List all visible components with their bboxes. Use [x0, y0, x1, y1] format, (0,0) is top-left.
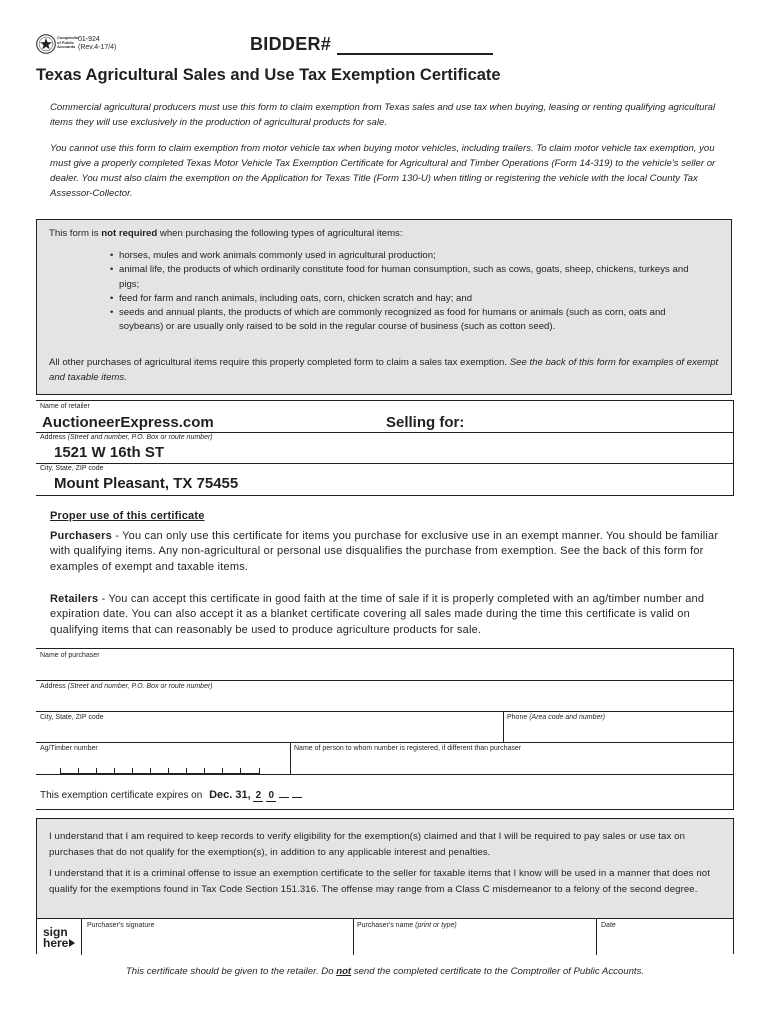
phone-label-text: Phone: [507, 714, 530, 721]
purchasers-label: Purchasers: [50, 530, 112, 542]
retailer-address-label: [40, 434, 213, 441]
expires-year-digit[interactable]: 0: [266, 790, 276, 802]
retailers-text: - You can accept this certificate in good faith at the time of sale if it is properly completed with an ag/timber number and expiration date. You can also accept it as a blanket certificate covering all sales made during the time this certificate is valid on qualifying items that can reasonably be used to produce agriculture products for sale.: [50, 593, 705, 636]
form-number: 01-924: [78, 36, 100, 43]
selling-for-label: Selling for:: [386, 414, 465, 431]
bidder-field: [250, 34, 493, 55]
ag-timber-label: Ag/Timber number: [40, 745, 98, 752]
lead-text-end: when purchasing the following types of agricultural items:: [157, 228, 403, 239]
list-item: • animal life, the products of which ordinarily constitute food for human consumption, such as cows, goats, sheep, chickens, turkeys and pigs;: [107, 263, 697, 292]
tail-italic-text: See the back of this form for examples of exempt and taxable items.: [49, 357, 719, 383]
intro-paragraph-1: Commercial agricultural producers must use this form to claim exemption from Texas sales and use tax when buying, leasing or renting qualifying agricultural items they will use exclusively in the production of agricultural products for sale.: [50, 102, 716, 128]
tail-text: All other purchases of agricultural items require this properly completed form to claim a sales tax exemption.: [49, 357, 510, 368]
expires-year-digit[interactable]: [292, 797, 302, 798]
purchaser-block: [36, 648, 734, 810]
retailer-name-value[interactable]: AuctioneerExpress.com: [42, 414, 214, 431]
bidder-input-line[interactable]: [337, 39, 493, 55]
signature-row: [37, 918, 733, 955]
lead-text: This form is: [49, 228, 102, 239]
declaration-paragraph-2: I understand that it is a criminal offense to issue an exemption certificate to the seller for taxable items that I know will be used in a manner that does not qualify for the exemptions found in Tax Code Section 151.316. The offense may range from a Class C misdemeanor to a felony of the second degree.: [49, 868, 710, 895]
purchaser-phone-label: [507, 714, 605, 721]
bidder-label: BIDDER#: [250, 34, 332, 54]
phone-label-hint: (Area code and number): [529, 714, 606, 721]
footer-emphasis: not: [336, 966, 352, 977]
footer-text-end: send the completed certificate to the Comptroller of Public Accounts.: [351, 966, 645, 977]
lead-bold-text: not required: [101, 228, 158, 239]
here-word: here: [43, 936, 69, 950]
list-item: • seeds and annual plants, the products of which are commonly recognized as food for humans or animals (such as corn, oats and soybeans) or are usually only raised to be sold in the regular course of business (such as cotton seed).: [107, 306, 697, 335]
exempt-items-list: [107, 249, 697, 335]
declaration-box: [36, 818, 734, 954]
purchaser-print-name-label: [357, 922, 457, 929]
purchaser-address-label: [40, 683, 213, 690]
retailers-label: Retailers: [50, 593, 99, 605]
ag-timber-number-input[interactable]: [60, 767, 260, 774]
not-required-tail: [49, 355, 729, 385]
pname-label-text: Purchaser's name: [357, 922, 416, 929]
declaration-paragraph-1: I understand that I am required to keep records to verify eligibility for the exemption(s) claimed and that I will be required to pay sales or use tax on purchases that do not qualify for the exemption(s), in addition to any applicable interest and penalties.: [49, 831, 686, 858]
sign-arrow-icon: [69, 939, 75, 947]
retailer-city-label: City, State, ZIP code: [40, 465, 104, 472]
retailer-city-value[interactable]: Mount Pleasant, TX 75455: [54, 475, 239, 492]
texas-seal-icon: [36, 34, 56, 54]
retailer-name-label: Name of retailer: [40, 403, 90, 410]
form-revision: (Rev.4-17/4): [78, 44, 117, 51]
signature-label: Purchaser's signature: [87, 922, 155, 929]
list-item: • feed for farm and ranch animals, including oats, corn, chicken scratch and hay; and: [107, 292, 697, 306]
purchasers-paragraph: [50, 529, 730, 575]
date-field[interactable]: [601, 933, 729, 953]
form-number-block: [78, 36, 116, 52]
address-label-text: Address: [40, 434, 68, 441]
signature-field[interactable]: [87, 933, 349, 953]
expires-date: Dec. 31,: [209, 789, 251, 801]
footer-note: [0, 966, 770, 977]
expires-year-digit[interactable]: 2: [253, 790, 263, 802]
expires-label: This exemption certificate expires on: [40, 790, 203, 801]
intro-paragraph-2: You cannot use this form to claim exemption from motor vehicle tax when buying motor vehicles, including trailers. To claim motor vehicle tax exemption, you must give a properly completed Texas Motor Vehicle Tax Exemption Certificate for Agricultural and Timber Operations (Form 14-319) to the vehicle's seller or dealer. You must also claim the exemption on the Application for Texas Title (Form 130-U) when titling or registering the vehicle with the local County Tax Assessor-Collector.: [50, 143, 716, 199]
expiration-row: [40, 789, 302, 802]
date-label: Date: [601, 922, 616, 929]
not-required-box: [36, 219, 732, 395]
purchaser-city-label: City, State, ZIP code: [40, 714, 104, 721]
registered-name-label: Name of person to whom number is registered, if different than purchaser: [294, 745, 522, 752]
sign-here-marker: [43, 927, 68, 949]
purchasers-text: - You can only use this certificate for items you purchase for exclusive use in an exempt manner. You should be familiar with qualifying items. Any non-agricultural or personal use disqualifies the purchase from exemption. See the back of this form for examples of exempt and taxable items.: [50, 530, 719, 573]
address-label-hint: (Street and number, P.O. Box or route number): [67, 434, 213, 441]
pname-label-hint: (print or type): [415, 922, 457, 929]
page-title: Texas Agricultural Sales and Use Tax Exemption Certificate: [36, 66, 501, 84]
address-label-text: Address: [40, 683, 68, 690]
sign-word: sign: [43, 925, 68, 939]
purchaser-print-name-field[interactable]: [357, 933, 593, 953]
address-label-hint: (Street and number, P.O. Box or route number): [67, 683, 213, 690]
footer-text: This certificate should be given to the retailer. Do: [125, 966, 337, 977]
not-required-lead: [49, 228, 403, 239]
proper-use-heading: Proper use of this certificate: [50, 510, 205, 522]
retailers-paragraph: [50, 592, 730, 638]
retailer-address-value[interactable]: 1521 W 16th ST: [54, 444, 165, 461]
retailer-block: [36, 400, 734, 496]
agency-name: Comptroller of Public Accounts: [57, 35, 80, 49]
list-item: • horses, mules and work animals commonly used in agricultural production;: [107, 249, 697, 263]
purchaser-name-label: Name of purchaser: [40, 652, 100, 659]
expires-year-digit[interactable]: [279, 797, 289, 798]
